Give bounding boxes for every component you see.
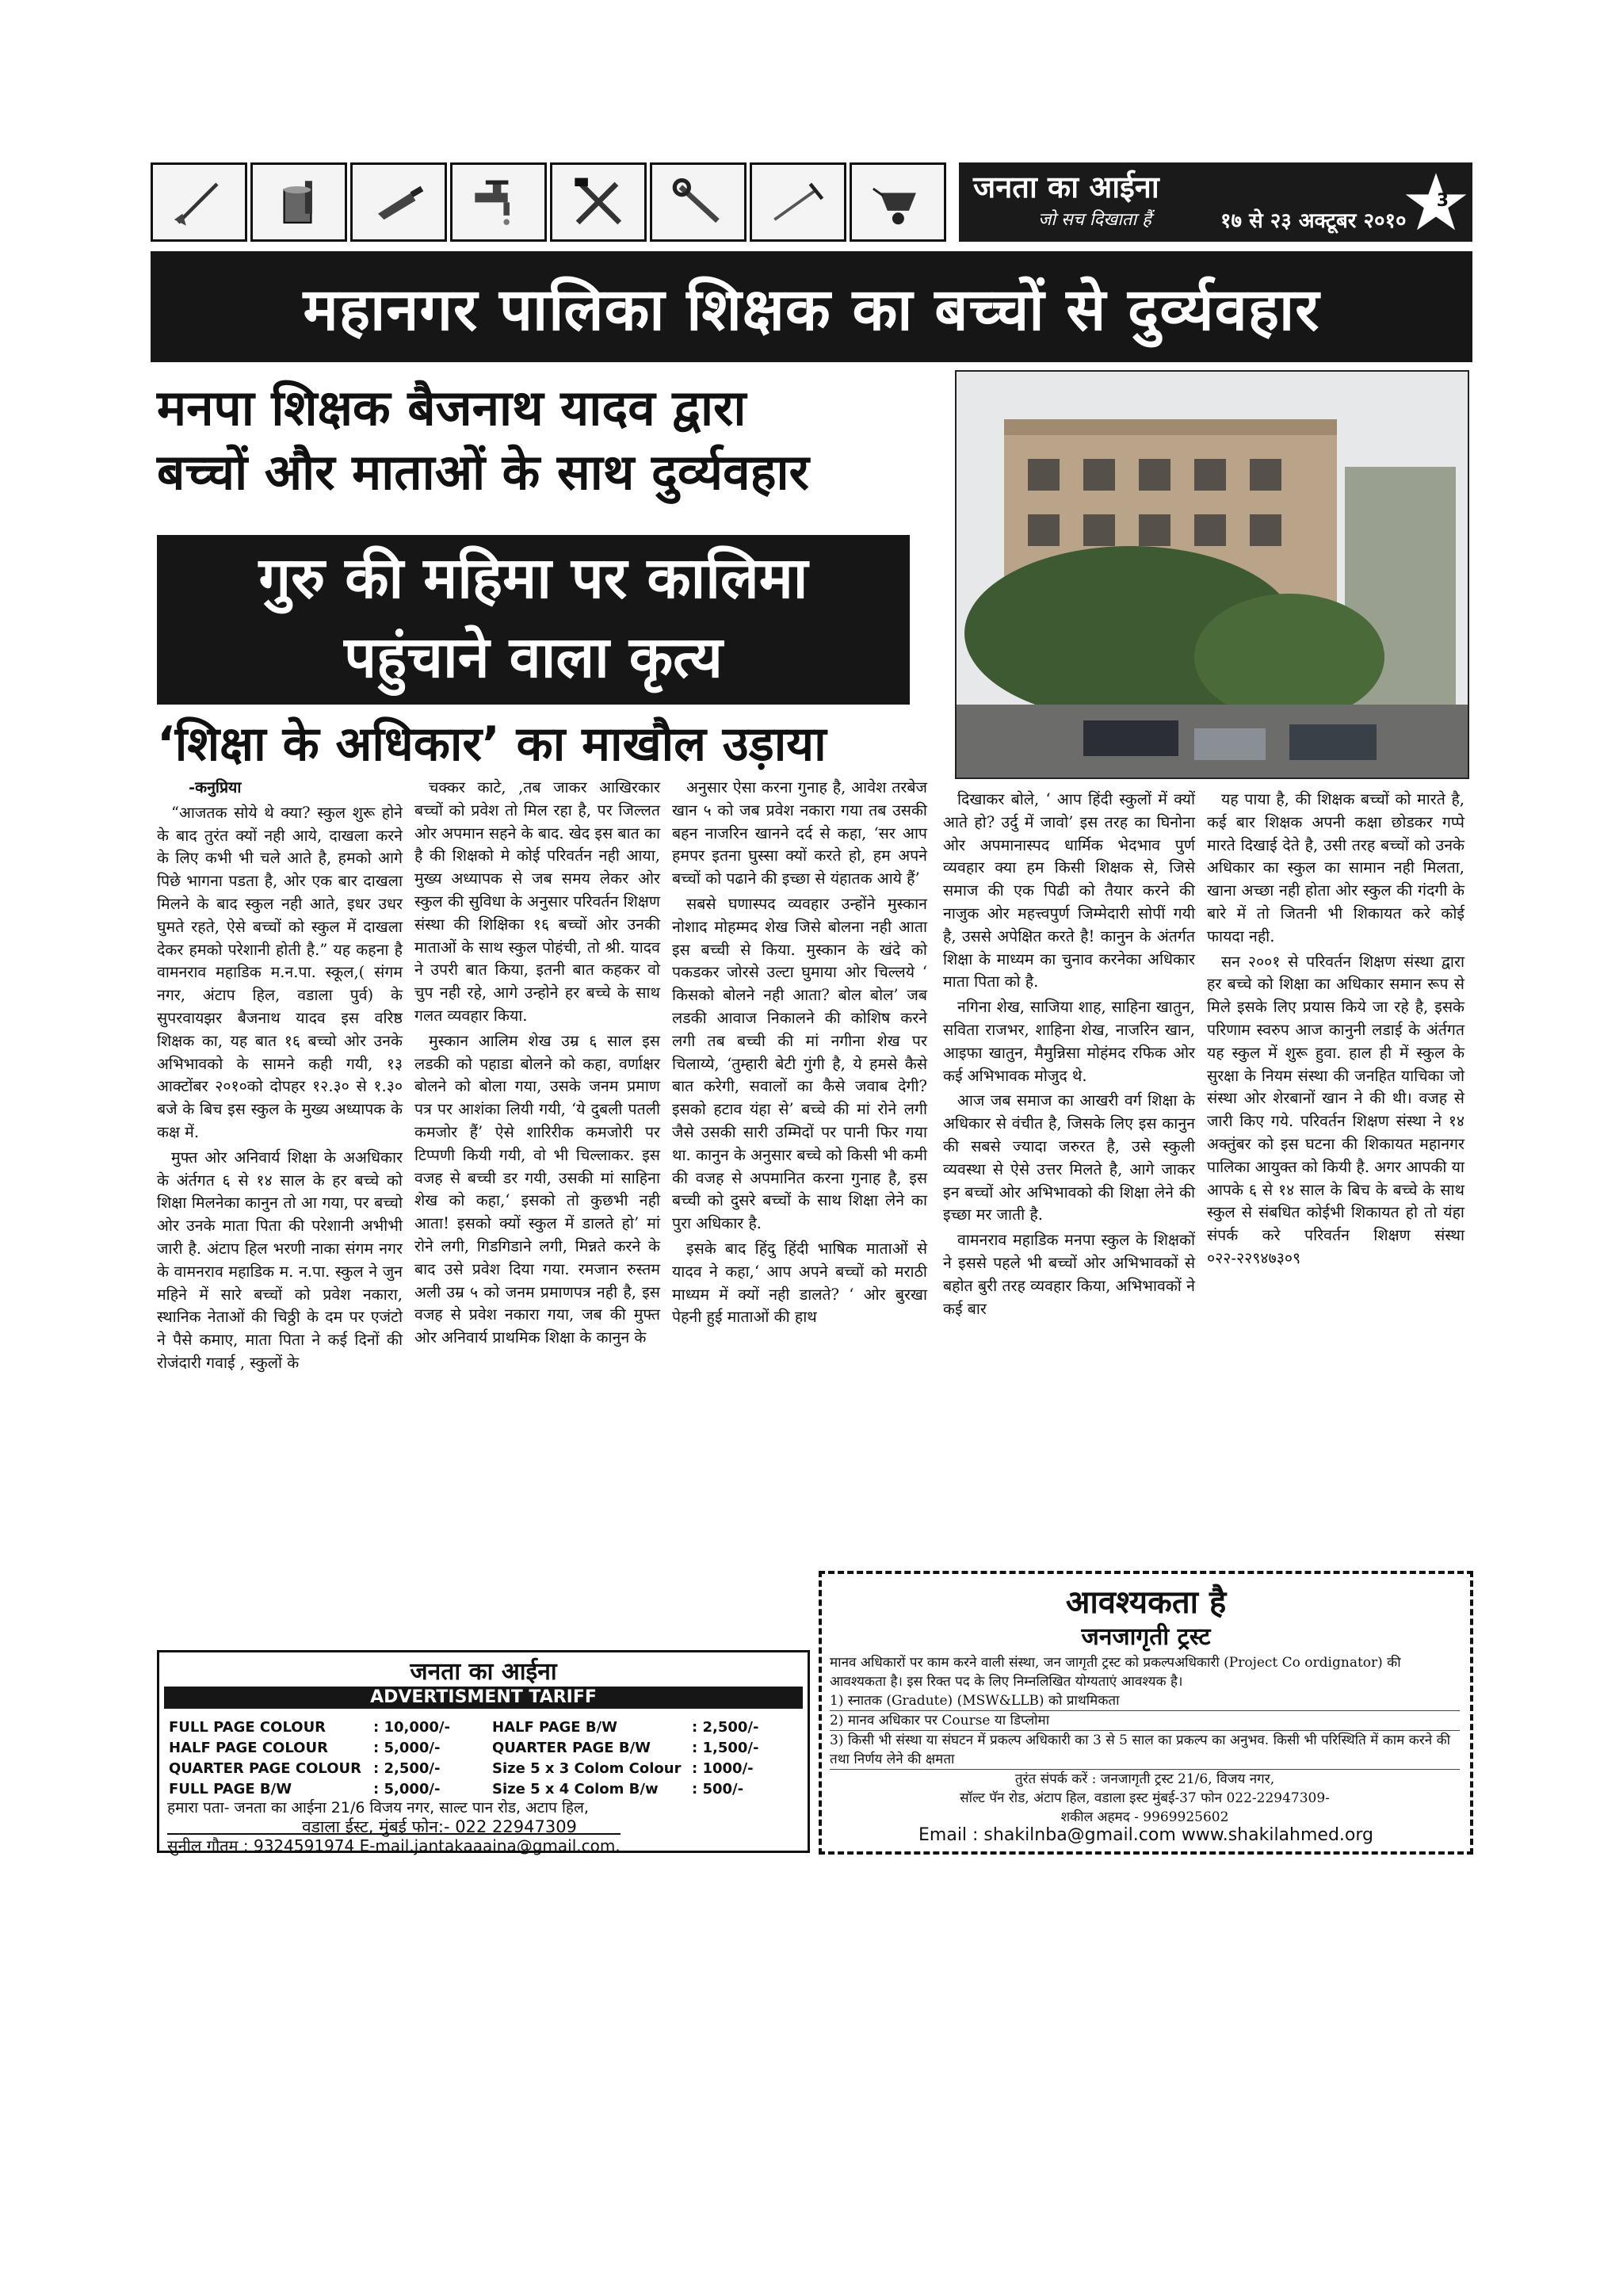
article-column-4 <box>943 789 1195 1323</box>
advertisement-tariff-box: जनता का आईना ADVERTISMENT TARIFF FULL PAGE COLOUR : 10,000/- HALF PAGE B/W : 2,500/- HALF PAGE COLOUR : 5,000/- QUARTER PAGE B/W : 1,500/- QUARTER PAGE COLOUR : 2,500/- Size 5 x 3 Colom Colour : 1000/- FULL PAGE B/W : 5,000/- Size 5 x 4 Colom B/w : 500/- हमारा पता- जनता का आईना 21/6 विजय नगर, साल्ट पान रोड, अटाप हिल, वडाला ईस्ट, मुंबई फोन:- 022 22947309 सुनील गौतम : 9324591974 E-mail.jantakaaaina@gmail.com. <box>157 1650 810 1853</box>
tool-icon-strip <box>151 162 946 242</box>
requirement-contact-line-3: शकील अहमद - 9969925602 <box>1060 1809 1229 1825</box>
article-paragraph: चक्कर काटे, ,तब जाकर आखिरकार बच्चों को प्रवेश तो मिल रहा है, पर जिल्लत ओर अपमान सहने के बाद. खेद इस बात का है की शिक्षको मे कोई परिवर्तन नही आया, मुख्य अध्यापक से जब समय लेकर ओर स्कुल की सुविधा के अनुसार परिवर्तन शिक्षण संस्था की शिक्षिका १६ बच्चों ओर उनकी माताओं के साथ स्कुल पोहंची, तो श्री. यादव ने उपरी बात किया, इतनी बात कहकर वो चुप नही रहे, आगे उन्होने हर बच्चे के साथ गलत व्यवहार किया. <box>414 778 660 1025</box>
article-column-5 <box>1207 789 1465 1273</box>
article-paragraph: वामनराव महाडिक मनपा स्कुल के शिक्षकों ने इससे पहले भी बच्चों ओर अभिभावकों से बहोत बुरी तरह व्यवहार किया, अभिभावकों ने कई बार <box>943 1231 1195 1318</box>
masthead-brand <box>959 162 1472 242</box>
article-byline: -कनुप्रिया <box>189 778 242 797</box>
paint-bucket-icon <box>250 162 347 242</box>
requirement-contact-line-2: सॉल्ट पॅन रोड, अंटाप हिल, वडाला इस्ट मुंबई-37 फोन 022-22947309- <box>960 1790 1330 1806</box>
requirement-body <box>830 1653 1460 1827</box>
requirement-item: 2) मानव अधिकार पर Course या डिप्लोमा <box>830 1711 1460 1731</box>
tariff-contact: सुनील गौतम : 9324591974 E-mail.jantakaaaina@gmail.com. <box>167 1833 621 1856</box>
wheelbarrow-icon <box>850 162 946 242</box>
article-column-3 <box>672 777 927 1331</box>
requirement-item: 3) किसी भी संस्था या संघटन में प्रकल्प अधिकारी का 3 से 5 साल का प्रकल्प का अनुभव. किसी भी परिस्थिति में काम करने की तथा निर्णय लेने की क्षमता <box>830 1731 1460 1770</box>
main-headline: महानगर पालिका शिक्षक का बच्चों से दुर्व्यवहार <box>303 275 1320 344</box>
requirement-email: Email : shakilnba@gmail.com www.shakilahmed.org <box>918 1825 1373 1845</box>
school-building-photo <box>955 370 1469 779</box>
requirement-org: जनजागृती ट्रस्ट <box>1081 1623 1211 1651</box>
article-paragraph: दिखाकर बोले, ‘ आप हिंदी स्कुलों में क्यों आते हो? उर्दु में जावो’ इस तरह का घिनोना ओर अपमानास्पद धार्मिक भेदभाव पुर्ण व्यवहार क्या हम किसी शिक्षक से, जिसे समाज की एक पिढी को तैयार करने की नाजुक ओर महत्त्वपुर्ण जिम्मेदारी सोपीं गयी है, उससे अपेक्षित करते है! कानुन के अंतर्गत शिक्षा के माध्यम का चुनाव करनेका अधिकार माता पिता को है. <box>943 790 1195 991</box>
article-paragraph: इसके बाद हिंदु हिंदी भाषिक माताओं से यादव ने कहा,‘ आप अपने बच्चों को मराठी माध्यम में क्यों नही डालते? ‘ ओर बुरखा पेहनी हुई माताओं की हाथ <box>672 1239 927 1327</box>
requirement-item: 1) स्नातक (Gradute) (MSW&LLB) को प्राथमिकता <box>830 1691 1460 1711</box>
quote-headline: ‘शिक्षा के अधिकार’ का माखौल उड़ाया <box>157 716 827 772</box>
trowel-icon <box>350 162 447 242</box>
hoe-icon <box>151 162 247 242</box>
tariff-paper-name: जनता का आईना <box>410 1658 557 1686</box>
requirement-contact-line-1: तुरंत संपर्क करें : जनजागृती ट्रस्ट 21/6, विजय नगर, <box>1014 1771 1275 1787</box>
paper-tagline: जो सच दिखाता हैं <box>1038 210 1151 230</box>
newspaper-page <box>151 155 1472 1938</box>
requirement-notice-box <box>819 1571 1473 1855</box>
paper-name: जनता का आईना <box>973 170 1159 204</box>
crossed-tools-icon <box>550 162 647 242</box>
main-headline-bar <box>151 251 1472 362</box>
black-headline-line-2: पहुंचाने वाला कृत्य <box>344 624 723 690</box>
article-paragraph: मुफ्त ओर अनिवार्य शिक्षा के अअधिकार के अंर्तगत ६ से १४ साल के हर बच्चे को शिक्षा मिलनेका कानुन तो आ गया, पर बच्चो ओर उनके माता पिता की परेशानी अभीभी जारी है. अंटाप हिल भरणी नाका संगम नगर के वामनराव महाडिक म. न.पा. स्कुल ने जुन महिने में सारे बच्चों को प्रवेश नकारा, स्थानिक नेताओं की चिठ्ठी के दम पर एजंटो ने पैसे कमाए, माता पिता ने कई दिनों की रोजंदारी गवाई , स्कुलों के <box>157 1148 403 1372</box>
page-number: 3 <box>1436 191 1449 211</box>
subheadline-line-1: मनपा शिक्षक बैजनाथ यादव द्वारा <box>157 379 747 437</box>
article-paragraph: सबसे घणास्पद व्यवहार उन्होंने मुस्कान नोशाद मोहम्मद शेख जिसे बोलना नही आता इस बच्ची से किया. मुस्कान के खंदे को पकडकर जोरसे उल्टा घुमाया ओर चिल्लये ‘ किसको बोलने नही आता? बोल बोल’ जब लडकी आवाज निकालने की कोशिष करने लगी तब बच्ची की मां नगीना शेख पर चिलाय्ये, ‘तुम्हारी बेटी गुंगी है, ये हमसे कैसे बात करेगी, सवालों का कैसे जवाब देगी? इसको हटाव यंहा से’ बच्चे की मां रोने लगी जैसे उसकी सारी उम्मिदों पर पानी फिर गया था. कानुन के अनुसार बच्चे को किसी भी कमी की वजह से अपमानित करना गुनाह है, इस बच्ची को दुसरे बच्चों के साथ शिक्षा लेने का पुरा अधिकार है. <box>672 894 927 1233</box>
black-headline-box <box>157 535 910 705</box>
tariff-address-line-2: वडाला ईस्ट, मुंबई फोन:- 022 22947309 <box>302 1817 577 1836</box>
article-paragraph: “आजतक सोये थे क्या? स्कुल शुरू होने के बाद तुरंत क्यों नही आये, दाखला करने के लिए कभी भी चले आते है, हमको आगे पिछे भागना पडता है, ओर एक बार दाखला मिलने के बाद स्कुल नही आते, इधर उधर घुमते रहते, ऐसे बच्चों को स्कुल में दाखला देकर हमको परेशानी होती है.” यह कहना है वामनराव महाडिक म.न.पा. स्कूल,( संगम नगर, अंटाप हिल, वडाला पुर्व) के सुपरवायझर बैजनाथ यादव इस वरिष्ठ शिक्षक का, यह बात १६ बच्चो ओर उनके अभिभावको के सामने कही गयी, १३ आक्टोंबर २०१०को दोपहर १२.३० से १.३० बजे के बिच इस स्कुल के मुख्य अध्यापक के कक्ष में. <box>157 803 403 1141</box>
article-paragraph: सन २००१ से परिवर्तन शिक्षण संस्था द्वारा हर बच्चे को शिक्षा का अधिकार समान रूप से मिले इसके लिए प्रयास किये जा रहे है, इसके परिणाम स्वरुप आज कानुनी लडाई के अंर्तगत यह स्कुल में शुरू हुवा. हाल ही में स्कुल के सुरक्षा के नियम संस्था की जनहित याचिका जो संस्था ओर शेरबानों खान ने की थी। वजह से जारी किए गये. परिवर्तन शिक्षण संस्था ने १४ अक्तुंबर को इस घटना की शिकायत महानगर पालिका आयुक्त को कियी है. अगर आपकी या आपके ६ से १४ साल के बिच के बच्चे के साथ स्कुल से संबधित कोईभी शिकायत हो तो यंहा संपर्क करे परिवर्तन शिक्षण संस्था ०२२-२२९४७३०९ <box>1207 952 1465 1267</box>
article-column-1 <box>157 777 403 1377</box>
article-paragraph: यह पाया है, की शिक्षक बच्चों को मारते है, कई बार शिक्षक अपनी कक्षा छोडकर गप्पे मारते दिखाई देते है, उसी तरह बच्चों को उनके अधिकार का स्कुल का सामान नही मिलता, खाना अच्छा नही होता ओर स्कुल की गंदगी के बारे में तो जितनी भी शिकायत करे कोई फायदा नही. <box>1207 790 1465 946</box>
subheadline <box>157 376 945 504</box>
requirement-title: आवश्यकता है <box>1065 1584 1227 1621</box>
water-tap-icon <box>450 162 547 242</box>
article-paragraph: मुस्कान आलिम शेख उम्र ६ साल इस लडकी को पहाडा बोलने को कहा, वर्णाक्षर बोलने को बोला गया, उसके जनम प्रमाण पत्र पर आशंका लियी गयी, ‘ये दुबली पतली कमजोर हैं’ ऐसे शारिरीक कमजोरी पर टिप्पणी कियी गयी, वो भी चिल्लाकर. इस वजह से बच्ची डर गयी, उसकी मां साहिना शेख को कहा,‘ इसको तो कुछभी नही आता! इसको क्यों स्कुल में डालते हो’ मां रोने लगी, गिडगिडाने लगी, मिन्नते करने के बाद उसे प्रवेश दिया गया. रमजान रुस्तम अली उम्र ५ को जनम प्रमाणपत्र नही है, इस वजह से प्रवेश नकारा गया, जब की मुफ्त ओर अनिवार्य प्राथमिक शिक्षा के कानुन के <box>414 1031 660 1347</box>
wrench-icon <box>650 162 747 242</box>
article-paragraph: नगिना शेख, साजिया शाह, साहिना खातुन, सविता राजभर, शाहिना शेख, नाजरिन खान, आइफा खातुन, मैमुन्निसा मोहंमद रफिक ओर कई अभिभावक मोजुद थे. <box>943 998 1195 1085</box>
requirement-intro: मानव अधिकारों पर काम करने वाली संस्था, जन जागृती ट्रस्ट को प्रकल्पअधिकारी (Project Co ordignator) की आवश्यकता है। इस रिक्त पद के लिए निम्नलिखित योग्यताएं आवश्यक है। <box>830 1655 1401 1690</box>
issue-date: १७ से २३ अक्टूबर २०१० <box>1220 209 1407 233</box>
tariff-address-line-1: हमारा पता- जनता का आईना 21/6 विजय नगर, साल्ट पान रोड, अटाप हिल, <box>167 1799 589 1817</box>
rake-icon <box>750 162 846 242</box>
article-paragraph: आज जब समाज का आखरी वर्ग शिक्षा के अधिकार से वंचीत है, जिसके लिए इस कानुन की सबसे ज्यादा जरुरत है, उसे स्कुली व्यवस्था से ऐसे उत्तर मिलते है, आगे जाकर इन बच्चों ओर अभिभावको की शिक्षा लेने की इच्छा मर जाती है. <box>943 1091 1195 1224</box>
subheadline-line-2: बच्चों और माताओं के साथ दुर्व्यवहार <box>157 442 809 501</box>
black-headline-line-1: गुरु की महिमा पर कालिमा <box>258 544 808 611</box>
article-column-2 <box>414 777 660 1352</box>
article-paragraph: अनुसार ऐसा करना गुनाह है, आवेश तरबेज खान ५ को जब प्रवेश नकारा गया तब उसकी बहन नाजरिन खानने दर्द से कहा, ‘सर आप हमपर इतना घुस्सा क्यों करते हो, हम अपने बच्चों को पढाने की इच्छा से यंहातक आये हैं’ <box>672 778 927 888</box>
tariff-header: ADVERTISMENT TARIFF <box>164 1687 803 1709</box>
